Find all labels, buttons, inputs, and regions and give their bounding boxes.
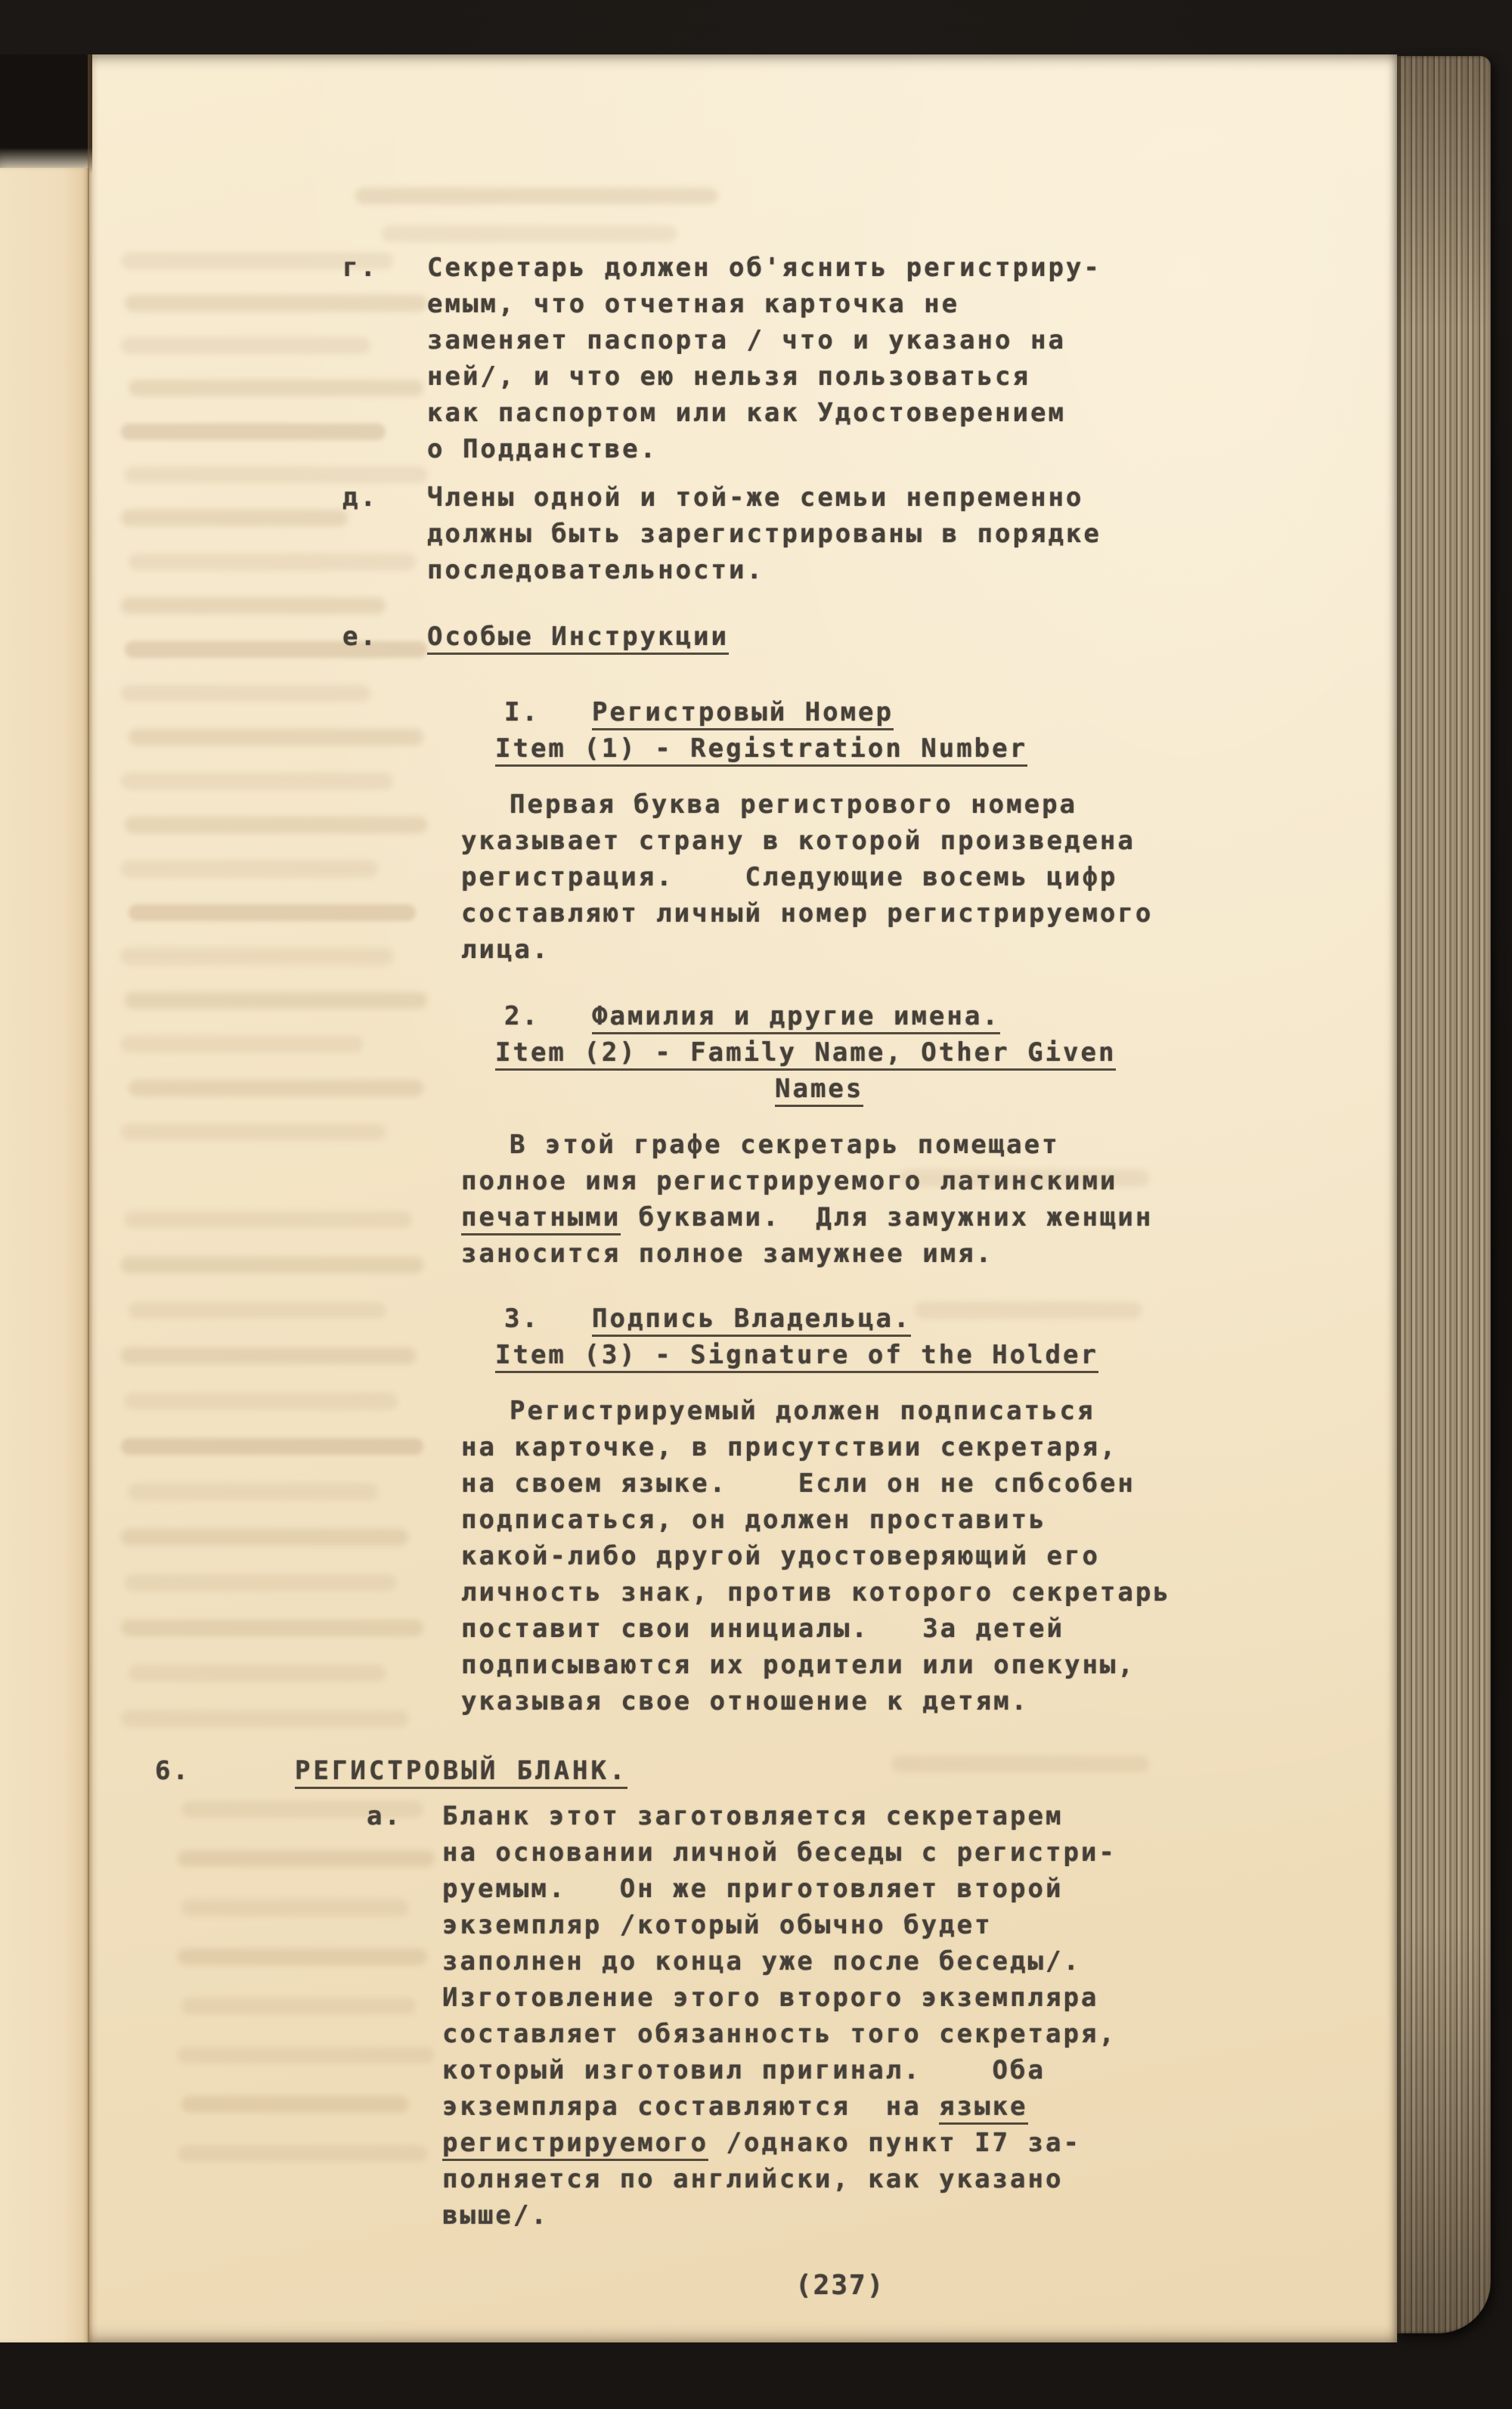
text-line: составляет обязанность того секретаря, [442,2019,1117,2049]
bleed-through-smudge [129,729,423,746]
bleed-through-smudge [125,817,427,833]
bleed-through-smudge [125,1211,412,1228]
text-line: поставит свои инициалы. За детей [461,1614,1064,1644]
paragraph-e-label: е. [342,622,378,652]
text-line: полное имя регистрируемого латинскими [461,1166,1118,1196]
bleed-through-smudge [129,553,416,570]
bleed-through-smudge [121,773,393,789]
text-line: личность знак, против которого секретарь [461,1577,1171,1608]
bleed-through-smudge [129,1080,423,1096]
bleed-through-smudge [121,948,393,965]
paragraph-d-label: д. [342,482,378,513]
item-title-en: Item (2) - Family Name, Other Given [495,1034,1116,1071]
text-line: экземпляр /который обычно будет [442,1910,993,1940]
bleed-through-smudge [129,1302,386,1319]
item-title-ru: Фамилия и другие имена. [592,998,1000,1034]
text-line: подписываются их родители или опекуны, [461,1650,1136,1680]
item-title-en: Item (1) - Registration Number [495,730,1027,767]
text-line: ней/, и что ею нельзя пользоваться [427,361,1030,392]
text-line: должны быть зарегистрированы в порядке [427,519,1101,549]
paragraph-a-label: а. [367,1801,402,1831]
item-title-en: Item (3) - Signature of the Holder [495,1337,1098,1373]
text-line: В этой графе секретарь помещает [510,1130,1060,1160]
bleed-through-smudge [125,641,427,658]
text-line: о Подданстве. [427,434,658,464]
paragraph-g-label: г. [342,253,378,283]
bleed-through-smudge [125,295,427,312]
text-line: Бланк этот заготовляется секретарем [442,1801,1064,1831]
bleed-through-smudge [125,467,427,483]
bleed-through-smudge [121,860,378,877]
bleed-through-smudge [121,1257,423,1273]
bleed-through-smudge [125,1574,397,1591]
bleed-through-smudge [121,1036,363,1053]
bleed-through-smudge [129,1484,378,1500]
paragraph-a [367,1798,1117,2234]
text-line: как паспортом или как Удостоверением [427,398,1066,428]
bleed-through-smudge [121,1438,423,1455]
bleed-through-smudge [121,1347,416,1364]
item-2-body [461,1127,1153,1272]
text-line: печатными буквами. Для замужних женщин [461,1199,1153,1236]
underlying-page-edge [0,168,89,2342]
paragraph-e [342,619,729,655]
item-number: I. [504,697,540,727]
bleed-through-smudge [181,1899,408,1916]
item-title-en-cont: Names [775,1071,863,1107]
text-line: последовательности. [427,555,764,585]
bleed-through-smudge [125,1393,397,1409]
page-number: (237) [795,2270,885,2301]
text-line: регистрация. Следующие восемь цифр [461,862,1118,892]
bleed-through-smudge [178,1949,427,1965]
text-line: Регистрируемый должен подписаться [510,1396,1095,1426]
text-line: Члены одной и той-же семьи непременно [427,482,1084,513]
text-line: Первая буква регистрового номера [510,789,1078,820]
bleed-through-smudge [355,188,718,204]
item-title-ru: Подпись Владельца. [592,1301,911,1337]
section-number: 6. [155,1756,191,1786]
item-3-body [461,1393,1171,1719]
bleed-through-smudge [121,685,370,702]
text-line: заполнен до конца уже после беседы/. [442,1946,1081,1976]
text-line: емым, что отчетная карточка не [427,289,960,319]
text-line: Изготовление этого второго экземпляра [442,1983,1099,2013]
text-line: на карточке, в присутствии секретаря, [461,1432,1118,1462]
item-title-ru: Регистровый Номер [592,694,894,730]
bleed-through-smudge [121,1529,408,1546]
bleed-through-smudge [178,2047,435,2063]
text-line: Секретарь должен об'яснить регистриру- [427,253,1101,283]
section-heading: Особые Инструкции [427,619,729,655]
bleed-through-smudge [892,1756,1149,1772]
text-line: экземпляра составляются на языке [442,2088,1117,2125]
bleed-through-smudge [181,1998,416,2014]
bleed-through-smudge [915,1302,1142,1319]
text-line: на своем языке. Если он не спбсобен [461,1468,1136,1499]
text-line: на основании личной беседы с регистри- [442,1837,1117,1868]
text-line: составляют личный номер регистрируемого [461,898,1154,929]
bleed-through-smudge [129,904,416,921]
text-line: полняется по английски, как указано [442,2164,1064,2194]
text-line: какой-либо другой удостоверяющий его [461,1541,1100,1571]
bleed-through-smudge [181,2096,408,2113]
bleed-through-smudge [178,1850,435,1867]
bleed-through-smudge [125,992,427,1009]
item-number: 2. [504,1001,540,1031]
bleed-through-smudge [121,1710,408,1727]
text-line: выше/. [442,2200,549,2231]
book-page [0,54,1397,2342]
text-line: заносится полное замужнее имя. [461,1239,994,1269]
bleed-through-smudge [121,597,386,614]
fore-edge-page-stack [1397,56,1491,2333]
backdrop-gap-top-left [0,54,92,174]
bleed-through-smudge [121,1620,423,1636]
bleed-through-smudge [121,337,370,354]
bleed-through-smudge [121,423,386,440]
paragraph-g [342,250,1101,467]
text-line: подписаться, он должен проставить [461,1505,1047,1535]
section-title: РЕГИСТРОВЫЙ БЛАНК. [295,1753,627,1789]
item-1-body [461,786,1153,968]
bleed-through-smudge [382,225,677,242]
text-line: указывая свое отношение к детям. [461,1686,1030,1716]
text-line: регистрируемого /однако пункт I7 за- [442,2125,1117,2161]
bleed-through-smudge [121,1124,386,1140]
text-line: лица. [461,935,550,965]
paragraph-d [342,479,1101,588]
bleed-through-smudge [178,2145,427,2162]
gutter-crease [88,54,98,2342]
bleed-through-smudge [129,1665,386,1682]
bleed-through-smudge [129,380,423,396]
text-line: который изготовил пригинал. Оба [442,2055,1046,2085]
text-line: указывает страну в которой произведена [461,826,1136,856]
text-line: заменяет паспорта / что и указано на [427,325,1066,355]
item-number: З. [504,1304,540,1334]
bleed-through-smudge [121,510,348,526]
text-line: руемым. Он же приготовляет второй [442,1874,1064,1904]
